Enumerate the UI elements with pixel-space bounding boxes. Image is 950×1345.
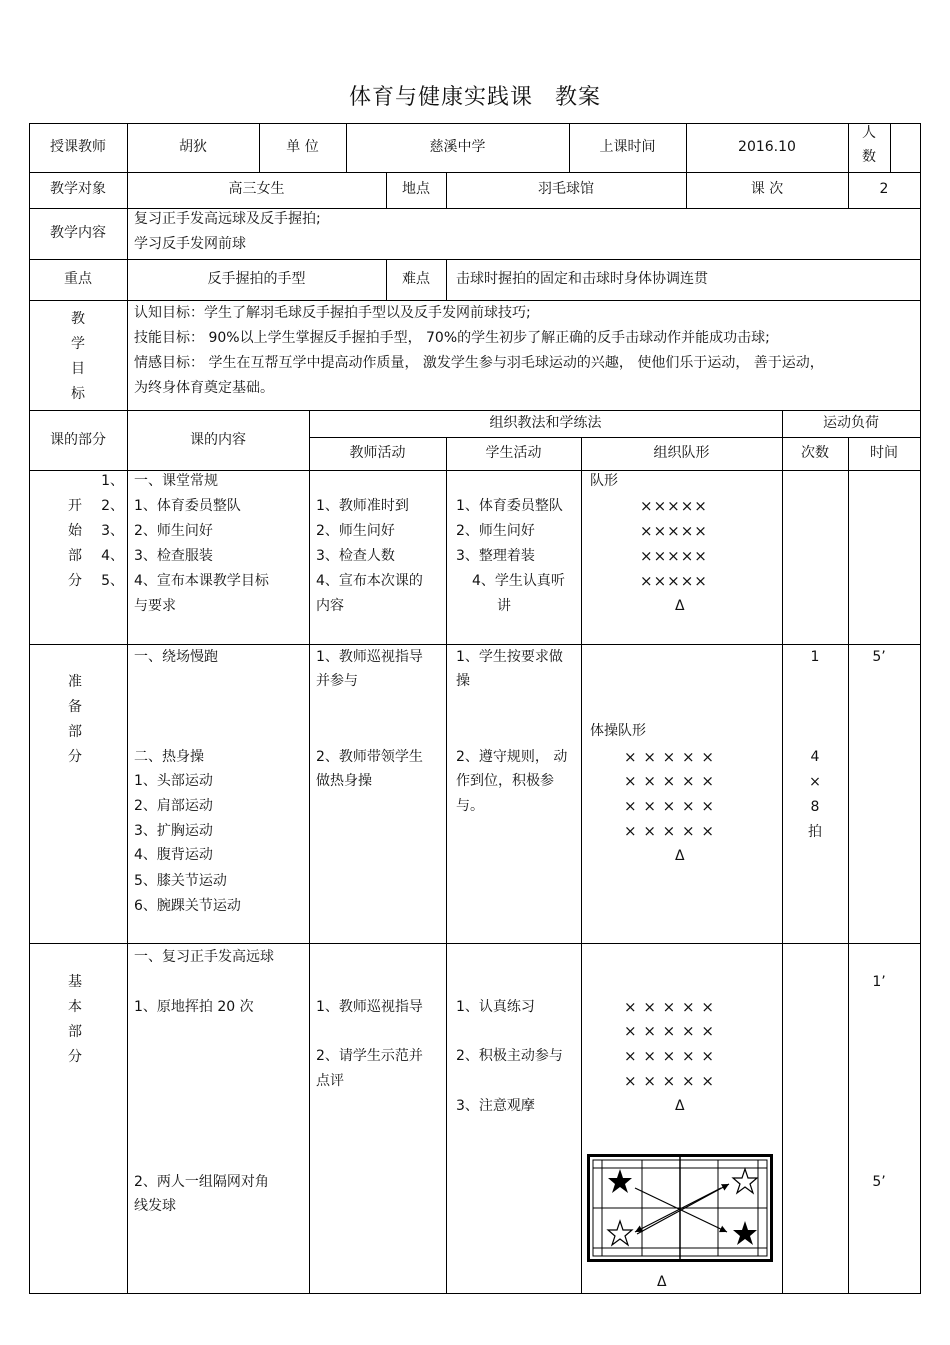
badminton-court-diagram: [587, 1154, 773, 1262]
prep-content-b1: 1、头部运动: [134, 773, 213, 789]
prep-content-b4: 4、腹背运动: [134, 847, 213, 863]
basic-duration-a: 1’: [872, 974, 886, 990]
formation-row: × × × × ×: [624, 1072, 715, 1090]
th-part: 课的部分: [50, 432, 106, 448]
place-label: 地点: [402, 181, 430, 197]
session-value: 2: [879, 181, 889, 197]
start-student-4: 讲: [497, 598, 511, 614]
prep-times-a: 1: [810, 649, 820, 665]
section-label-char: 始: [68, 523, 82, 539]
basic-teacher-2: 2、请学生示范并: [316, 1048, 423, 1064]
content-line-1: 复习正手发高远球及反手握拍;: [134, 211, 321, 227]
start-content-4: 4、宣布本课教学目标: [134, 573, 269, 589]
th-load: 运动负荷: [823, 415, 879, 431]
basic-content-a: 一、复习正手发高远球: [134, 949, 274, 965]
start-content-0: 一、课堂常规: [134, 473, 218, 489]
basic-teacher-3: 点评: [316, 1073, 344, 1089]
basic-teacher-0: 1、教师巡视指导: [316, 999, 423, 1015]
time-value: 2016.10: [738, 139, 796, 155]
prep-content-b3: 3、扩胸运动: [134, 823, 213, 839]
formation-row: ×××××: [640, 547, 708, 565]
th-student-act: 学生活动: [485, 445, 542, 461]
times-char: ×: [809, 774, 821, 790]
start-num: 1、: [101, 473, 124, 489]
teacher-position-icon: Δ: [675, 598, 685, 614]
start-student-1: 2、师生问好: [456, 523, 535, 539]
title-main: 体育与健康实践课: [348, 85, 533, 110]
formation-row: × × × × ×: [624, 748, 715, 766]
th-org: 组织教法和学练法: [489, 415, 602, 431]
formation-row: ×××××: [640, 522, 708, 540]
prep-content-b2: 2、肩部运动: [134, 798, 213, 814]
formation-row: × × × × ×: [624, 1047, 715, 1065]
prep-duration-a: 5’: [872, 649, 886, 665]
target-label: 教学对象: [50, 181, 106, 197]
content-line-2: 学习反手发网前球: [134, 236, 246, 252]
prep-formation-title: 体操队形: [590, 723, 646, 739]
key-value: 反手握拍的手型: [207, 271, 306, 287]
start-student-2: 3、整理着装: [456, 548, 535, 564]
section-label-char: 基: [68, 974, 82, 990]
section-label-char: 部: [68, 1024, 82, 1040]
formation-row: × × × × ×: [624, 797, 715, 815]
start-teacher-3: 4、宣布本次课的: [316, 573, 423, 589]
section-start-label: [60, 494, 90, 594]
start-num: 3、: [101, 523, 124, 539]
page-title: [0, 80, 950, 111]
basic-duration-b: 5’: [872, 1174, 886, 1190]
section-prep-label: [60, 670, 90, 770]
goals-label-char: 目: [71, 361, 85, 377]
th-duration: 时间: [870, 445, 898, 461]
teacher-position-icon: Δ: [675, 848, 685, 864]
prep-student-b0: 2、遵守规则， 动: [456, 749, 568, 765]
prep-teacher-b1: 做热身操: [316, 773, 372, 789]
prep-content-a: 一、绕场慢跑: [134, 649, 218, 665]
unit-label: 单 位: [286, 139, 319, 155]
teacher-label: 授课教师: [50, 139, 106, 155]
goals-label-char: 标: [71, 386, 85, 402]
prep-student-b2: 与。: [456, 798, 484, 814]
session-label: 课 次: [750, 181, 784, 197]
goals-label-char: 学: [71, 336, 85, 352]
section-label-char: 准: [68, 674, 82, 690]
start-teacher-2: 3、检查人数: [316, 548, 395, 564]
formation-row: × × × × ×: [624, 822, 715, 840]
goals-label: [29, 307, 127, 407]
difficulty-label: 难点: [402, 271, 430, 287]
goal-emotion: 情感目标： 学生在互帮互学中提高动作质量， 激发学生参与羽毛球运动的兴趣， 使他们乐于运动， 善于运动，: [134, 355, 824, 371]
times-char: 4: [810, 749, 820, 765]
th-formation: 组织队形: [653, 445, 710, 461]
start-num: 4、: [101, 548, 124, 564]
time-label: 上课时间: [599, 139, 656, 155]
formation-row: ×××××: [640, 572, 708, 590]
start-content-5: 与要求: [134, 598, 176, 614]
start-formation-title: 队形: [590, 473, 618, 489]
formation-row: × × × × ×: [624, 1022, 715, 1040]
section-basic-label: [60, 970, 90, 1070]
formation-row: × × × × ×: [624, 772, 715, 790]
content-label: 教学内容: [50, 225, 106, 241]
section-label-char: 部: [68, 548, 82, 564]
goal-emotion-2: 为终身体育奠定基础。: [134, 380, 274, 396]
difficulty-value: 击球时握拍的固定和击球时身体协调连贯: [456, 271, 708, 287]
prep-content-b5: 5、膝关节运动: [134, 873, 227, 889]
star-outline-icon: [608, 1221, 632, 1245]
section-label-char: 备: [68, 699, 82, 715]
prep-teacher-b0: 2、教师带领学生: [316, 749, 423, 765]
basic-content-c0: 2、两人一组隔网对角: [134, 1174, 269, 1190]
key-label: 重点: [64, 271, 92, 287]
basic-student-2: 2、积极主动参与: [456, 1048, 563, 1064]
star-outline-icon: [733, 1169, 757, 1193]
start-teacher-0: 1、教师准时到: [316, 498, 409, 514]
prep-teacher-a0: 1、教师巡视指导: [316, 649, 423, 665]
basic-content-c1: 线发球: [134, 1198, 176, 1214]
basic-student-0: 1、认真练习: [456, 999, 535, 1015]
start-num: 5、: [101, 573, 124, 589]
star-filled-icon: [608, 1169, 632, 1193]
section-label-char: 分: [68, 1049, 82, 1065]
goals-label-char: 教: [71, 311, 85, 327]
teacher-position-icon: Δ: [657, 1274, 667, 1290]
goal-cognitive: 认知目标：学生了解羽毛球反手握拍手型以及反手发网前球技巧;: [134, 305, 531, 321]
start-content-2: 2、师生问好: [134, 523, 213, 539]
prep-times-b: [782, 745, 848, 845]
section-label-char: 分: [68, 749, 82, 765]
start-content-3: 3、检查服装: [134, 548, 213, 564]
formation-row: × × × × ×: [624, 998, 715, 1016]
times-char: 拍: [808, 824, 822, 840]
title-sub: 教案: [555, 85, 602, 110]
th-times: 次数: [801, 445, 829, 461]
section-start-nums: [98, 469, 124, 594]
start-teacher-1: 2、师生问好: [316, 523, 395, 539]
prep-student-a0: 1、学生按要求做: [456, 649, 563, 665]
prep-student-a1: 操: [456, 673, 470, 689]
prep-student-b1: 作到位，积极参: [456, 773, 554, 789]
target-value: 高三女生: [228, 181, 285, 197]
teacher-position-icon: Δ: [675, 1098, 685, 1114]
people-label-1: 人: [862, 125, 876, 141]
prep-content-b6: 6、腕踝关节运动: [134, 898, 241, 914]
start-student-0: 1、体育委员整队: [456, 498, 563, 514]
unit-value: 慈溪中学: [429, 139, 486, 155]
basic-content-b: 1、原地挥拍 20 次: [134, 999, 254, 1015]
basic-student-4: 3、注意观摩: [456, 1098, 535, 1114]
teacher-value: 胡狄: [179, 139, 207, 155]
section-label-char: 分: [68, 573, 82, 589]
times-char: 8: [810, 799, 820, 815]
prep-teacher-a1: 并参与: [316, 673, 358, 689]
start-content-1: 1、体育委员整队: [134, 498, 241, 514]
people-label-2: 数: [862, 149, 876, 165]
start-student-3: 4、学生认真听: [472, 573, 565, 589]
prep-content-b0: 二、热身操: [134, 749, 204, 765]
star-filled-icon: [733, 1221, 757, 1245]
section-label-char: 部: [68, 724, 82, 740]
start-teacher-4: 内容: [316, 598, 344, 614]
th-content: 课的内容: [190, 432, 246, 448]
goal-skill: 技能目标： 90%以上学生掌握反手握拍手型， 70%的学生初步了解正确的反手击球动作并能成功击球;: [134, 330, 770, 346]
place-value: 羽毛球馆: [538, 181, 594, 197]
formation-row: ×××××: [640, 497, 708, 515]
th-teacher-act: 教师活动: [349, 445, 406, 461]
section-label-char: 本: [68, 999, 82, 1015]
section-label-char: 开: [68, 498, 82, 514]
start-num: 2、: [101, 498, 124, 514]
